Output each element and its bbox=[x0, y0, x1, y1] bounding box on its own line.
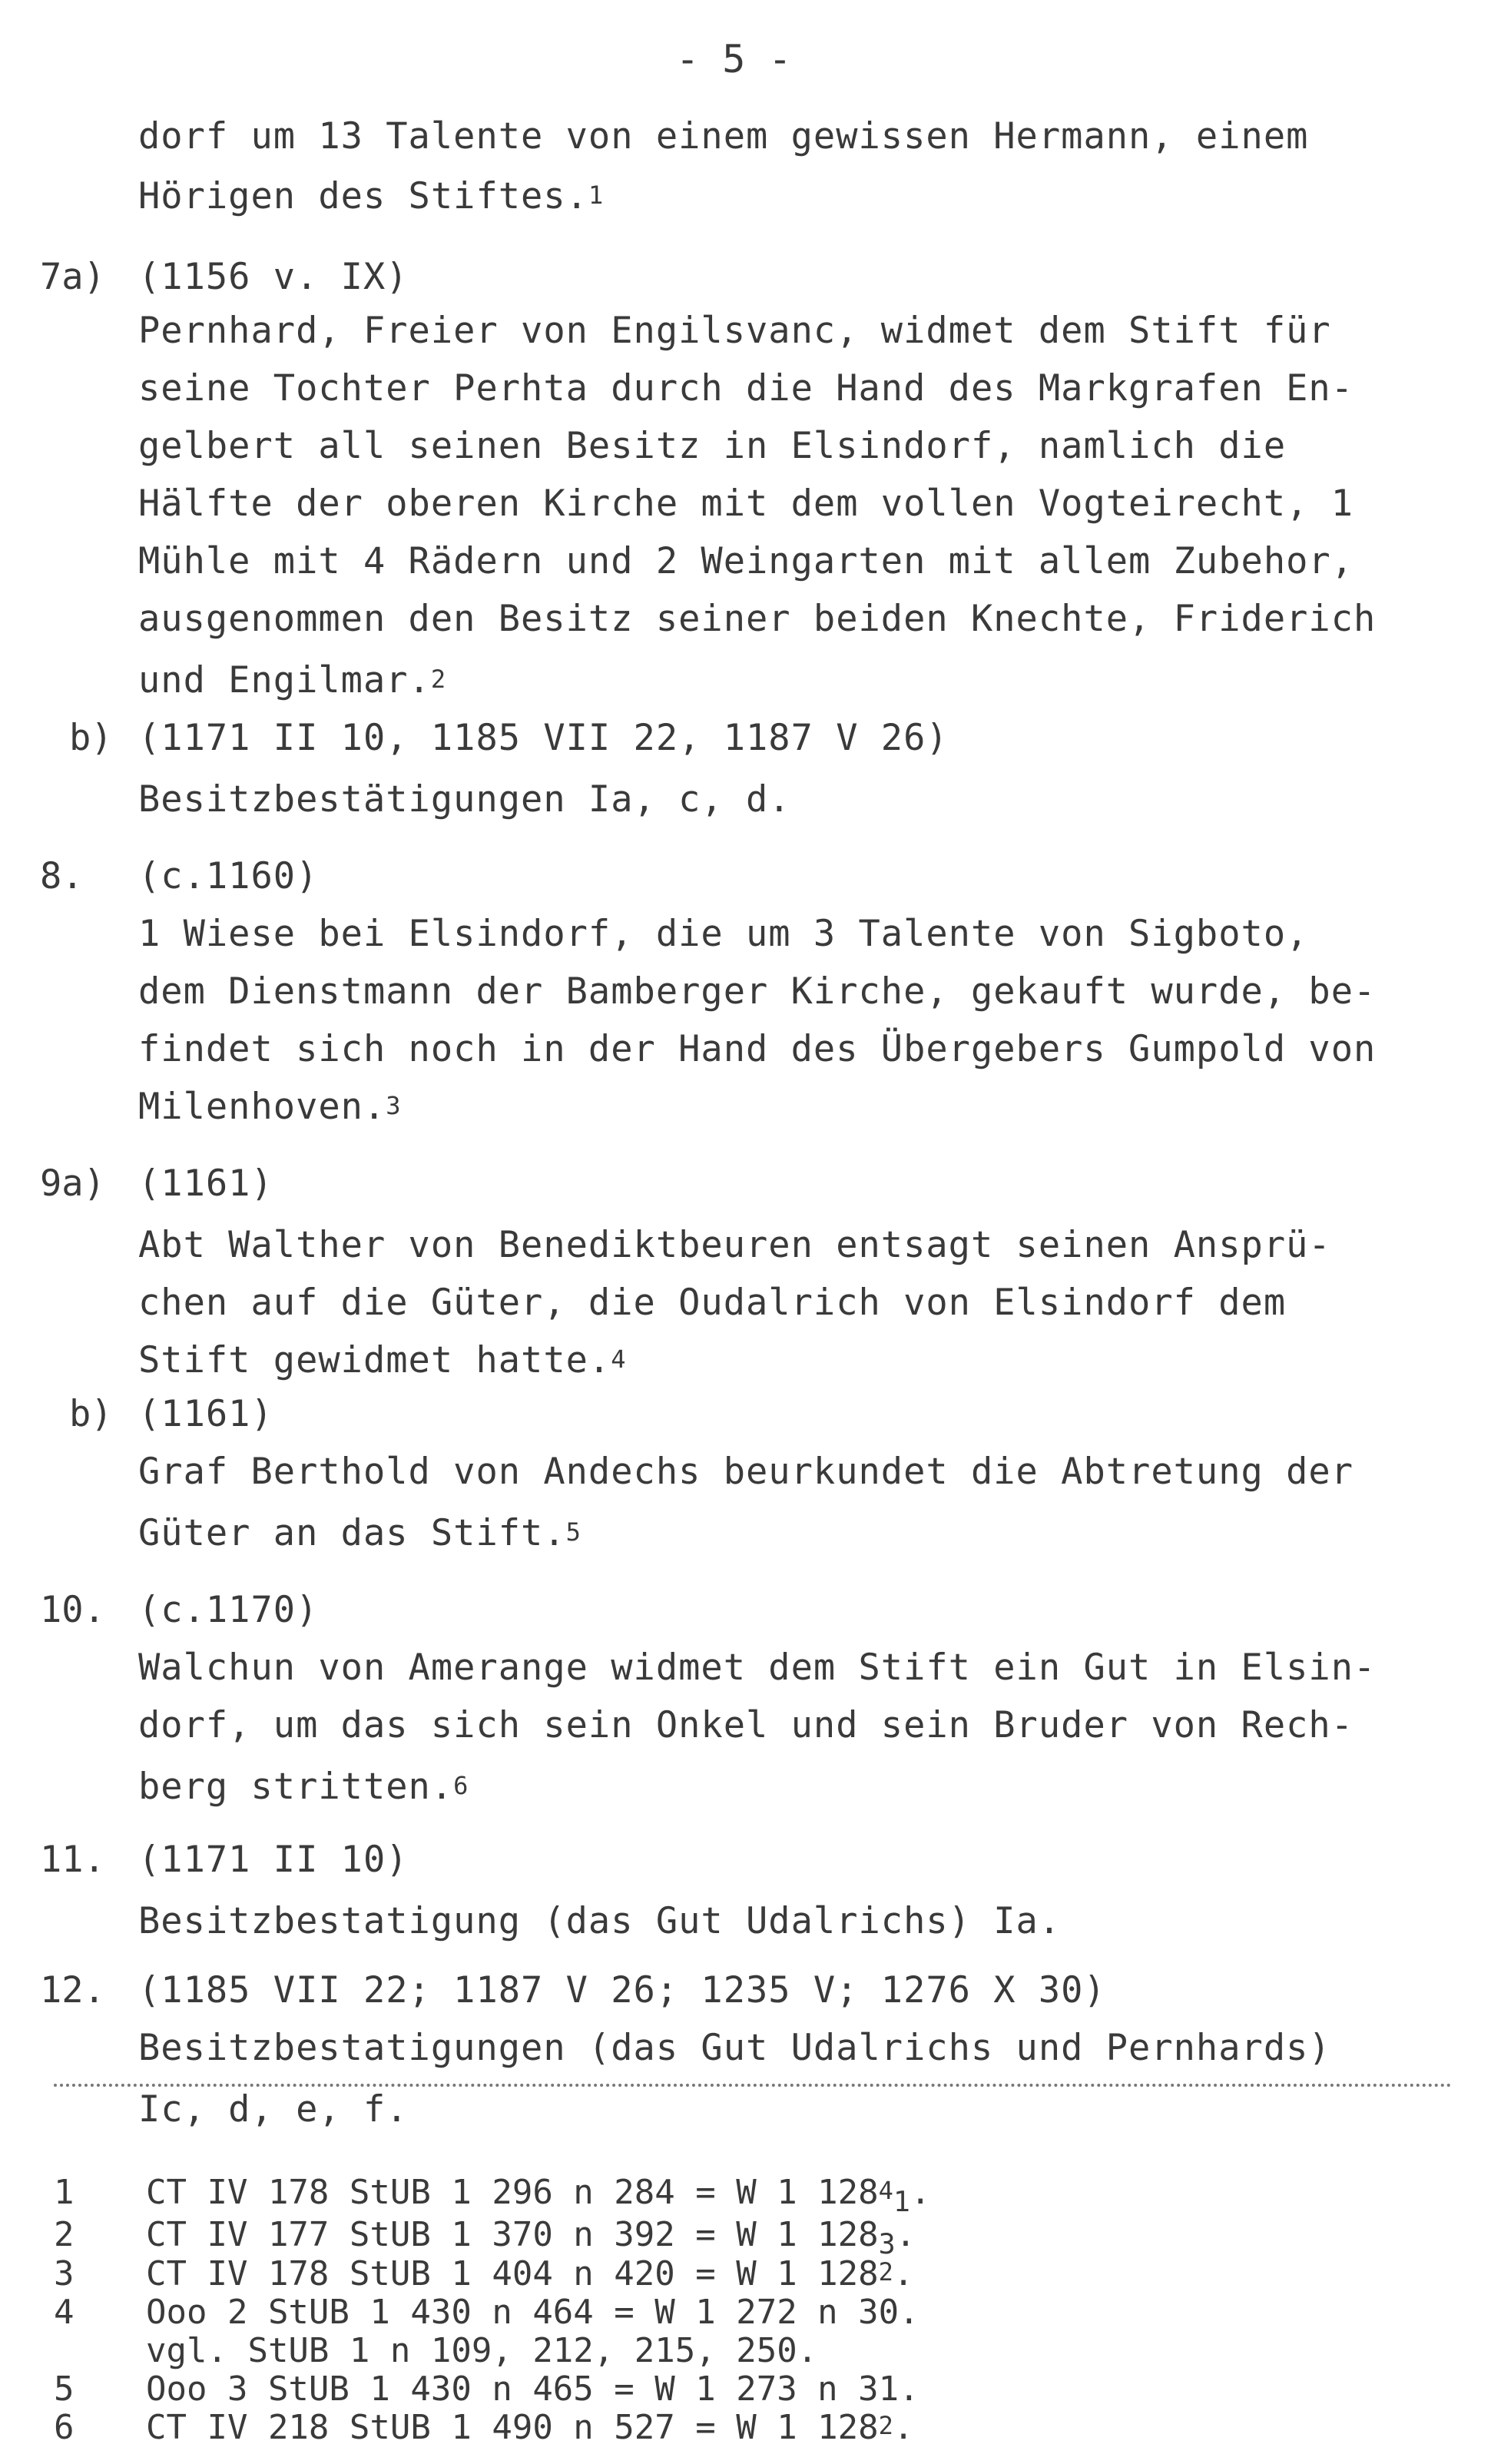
text-line: Mühle mit 4 Rädern und 2 Weingarten mit allem Zubehor, bbox=[138, 540, 1354, 582]
footnote-number: 4 bbox=[54, 2293, 75, 2332]
entry-date: (1171 II 10) bbox=[138, 1839, 409, 1881]
entry-label: b) bbox=[69, 717, 113, 759]
text-line: Graf Berthold von Andechs beurkundet die Abtretung der bbox=[138, 1451, 1354, 1493]
entry-label: 7a) bbox=[40, 256, 105, 298]
text-line: Abt Walther von Benediktbeuren entsagt seinen Ansprü- bbox=[138, 1224, 1331, 1266]
text-line: dorf um 13 Talente von einem gewissen Hermann, einem bbox=[138, 115, 1309, 158]
text-line: dem Dienstmann der Bamberger Kirche, gekauft wurde, be- bbox=[138, 970, 1377, 1013]
page-number: - 5 - bbox=[676, 37, 792, 81]
text-line: seine Tochter Perhta durch die Hand des Markgrafen En- bbox=[138, 367, 1354, 410]
text-line: findet sich noch in der Hand des Übergebers Gumpold von bbox=[138, 1028, 1377, 1070]
entry-label: 9a) bbox=[40, 1162, 105, 1205]
entry-label: b) bbox=[69, 1393, 113, 1435]
text-line: chen auf die Güter, die Oudalrich von Elsindorf dem bbox=[138, 1282, 1287, 1324]
footnote-ref: 6 bbox=[453, 1771, 469, 1800]
text-line: Besitzbestätigungen Ia, c, d. bbox=[138, 778, 791, 821]
text-line: ausgenommen den Besitz seiner beiden Knechte, Friderich bbox=[138, 598, 1377, 640]
footnote-number: 5 bbox=[54, 2369, 75, 2409]
text-line: dorf, um das sich sein Onkel und sein Bruder von Rech- bbox=[138, 1704, 1354, 1746]
footnote-ref: 2 bbox=[430, 665, 447, 694]
text-line: Güter an das Stift.$^5$ bbox=[138, 1512, 581, 1554]
text-line: Pernhard, Freier von Engilsvanc, widmet dem Stift für bbox=[138, 310, 1331, 352]
entry-date: (1185 VII 22; 1187 V 26; 1235 V; 1276 X 30) bbox=[138, 1969, 1106, 2011]
text-line: Hälfte der oberen Kirche mit dem vollen Vogteirecht, 1 bbox=[138, 483, 1354, 525]
text-line: Hörigen des Stiftes.$^1$ bbox=[138, 175, 605, 217]
text-line: Milenhoven.$^3$ bbox=[138, 1086, 402, 1128]
footnote-text: CT IV 218 StUB 1 490 n 527 = W 1 $128^2$. bbox=[146, 2408, 914, 2447]
entry-label: 11. bbox=[40, 1839, 105, 1881]
footnote-number: 2 bbox=[54, 2215, 75, 2254]
text-line: gelbert all seinen Besitz in Elsindorf, namlich die bbox=[138, 425, 1287, 467]
entry-date: (c.1170) bbox=[138, 1589, 319, 1631]
footnote-number: 3 bbox=[54, 2254, 75, 2293]
footnote-number: 1 bbox=[54, 2173, 75, 2212]
entry-date: (1171 II 10, 1185 VII 22, 1187 V 26) bbox=[138, 717, 949, 759]
text-line: Stift gewidmet hatte.$^4$ bbox=[138, 1339, 627, 1381]
entry-label: 8. bbox=[40, 855, 84, 897]
entry-date: (1156 v. IX) bbox=[138, 256, 409, 298]
footnote-text: CT IV 178 StUB 1 296 n 284 = W 1 $128^4_1$. bbox=[146, 2173, 931, 2218]
entry-date: (1161) bbox=[138, 1162, 273, 1205]
text-line: 1 Wiese bei Elsindorf, die um 3 Talente von Sigboto, bbox=[138, 913, 1309, 955]
entry-label: 12. bbox=[40, 1969, 105, 2011]
footnote-text: Ooo 2 StUB 1 430 n 464 = W 1 272 n 30. bbox=[146, 2293, 919, 2332]
footnote-text: Ooo 3 StUB 1 430 n 465 = W 1 273 n 31. bbox=[146, 2369, 919, 2409]
footnote-ref: 5 bbox=[565, 1517, 581, 1547]
footnote-ref: 3 bbox=[386, 1091, 402, 1120]
footnote-separator bbox=[54, 2084, 1452, 2087]
entry-date: (c.1160) bbox=[138, 855, 319, 897]
footnote-text: CT IV 177 StUB 1 370 n 392 = W 1 $128_3$. bbox=[146, 2215, 916, 2260]
text-line: Ic, d, e, f. bbox=[138, 2088, 409, 2131]
footnote-ref: 1 bbox=[588, 181, 605, 210]
footnote-number: 6 bbox=[54, 2408, 75, 2447]
footnote-text: CT IV 178 StUB 1 404 n 420 = W 1 $128^2$. bbox=[146, 2254, 914, 2293]
text-line: und Engilmar.$^2$ bbox=[138, 659, 447, 701]
text-line: Walchun von Amerange widmet dem Stift ein Gut in Elsin- bbox=[138, 1647, 1377, 1689]
entry-label: 10. bbox=[40, 1589, 105, 1631]
text-line: Besitzbestatigungen (das Gut Udalrichs und Pernhards) bbox=[138, 2027, 1331, 2069]
text-line: berg stritten.$^6$ bbox=[138, 1766, 469, 1808]
text-line: Besitzbestatigung (das Gut Udalrichs) Ia. bbox=[138, 1900, 1062, 1942]
footnote-text: vgl. StUB 1 n 109, 212, 215, 250. bbox=[146, 2331, 818, 2370]
entry-date: (1161) bbox=[138, 1393, 273, 1435]
footnote-ref: 4 bbox=[611, 1345, 627, 1374]
